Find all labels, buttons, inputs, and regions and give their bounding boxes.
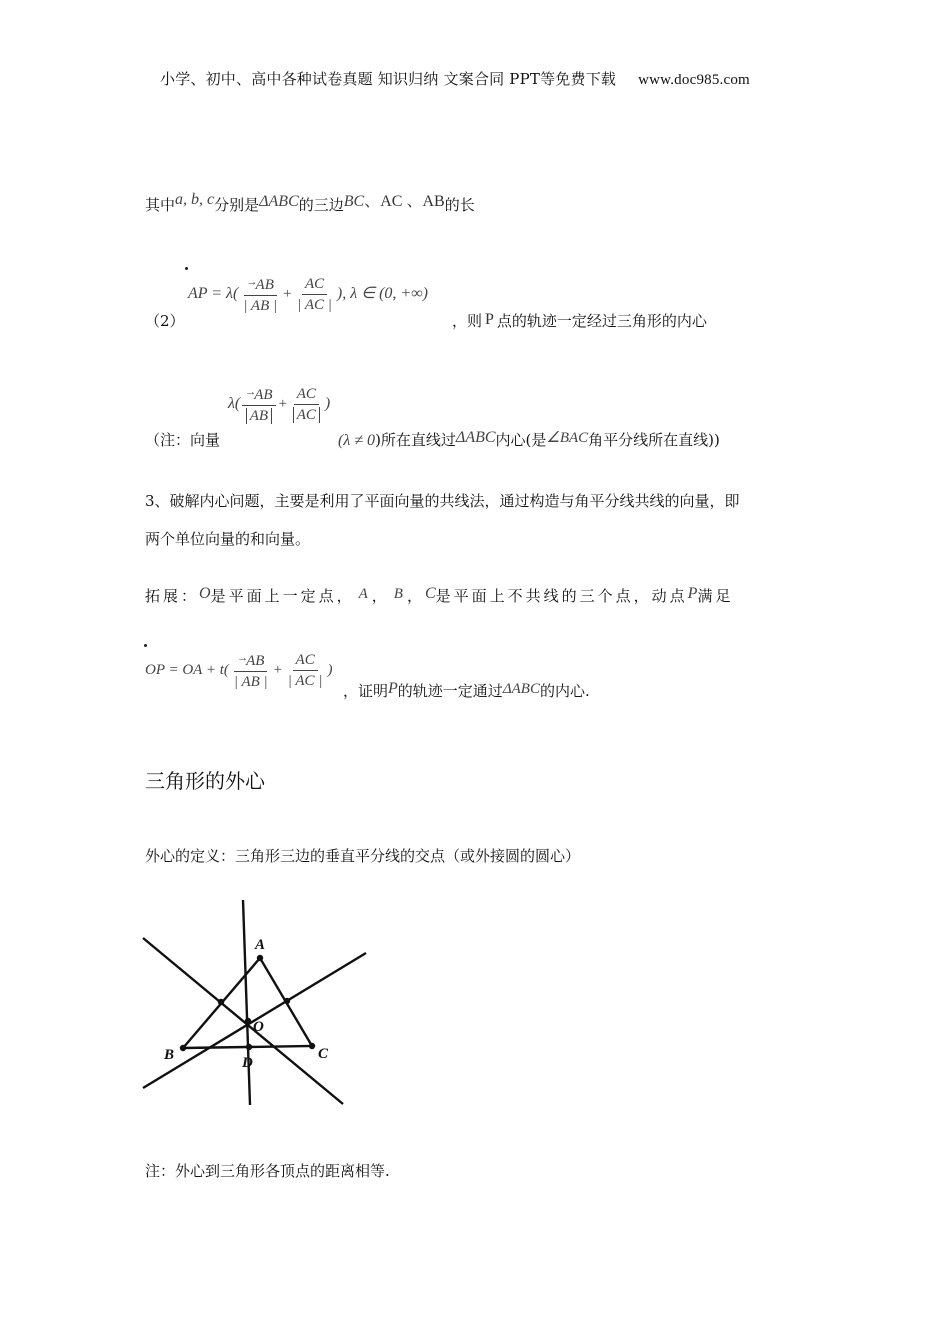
note-condition: (λ ≠ 0 (338, 432, 376, 449)
ext-ab-den: | AB | (233, 674, 268, 690)
note-formula: λ( $\frac{^\to AB}{AB}$ + $\frac{AC}{AC}$ ) (228, 382, 330, 426)
formula-ap: AP = λ( $\frac{^\to AB}{| AB |}$ + $\frac{AC}{| AC |}$ ), λ ∈ (0, +∞) (188, 272, 428, 316)
point-c: C (424, 585, 436, 602)
point-a: A (358, 586, 368, 602)
extension-line (145, 585, 733, 606)
midpoint-ab (218, 999, 224, 1005)
extension-label: 拓展： (145, 587, 200, 605)
ext-formula-lhs: OP = OA + t( (145, 662, 229, 678)
note-fraction-ab: $\frac{^\to AB}{AB}$ (242, 382, 275, 426)
note-ac-num: AC (294, 384, 319, 405)
ext-ab-num: AB (246, 653, 265, 669)
fraction-ac (294, 274, 335, 315)
label-d: D (242, 1055, 253, 1071)
sides-definition-line (145, 188, 475, 215)
vector-dot (185, 267, 188, 270)
section-title: 三角形的外心 (145, 769, 265, 793)
proof-mid: 的轨迹一定通过 (397, 682, 503, 700)
note-close: ) (324, 395, 331, 412)
header-text: 小学、初中、高中各种试卷真题 知识归纳 文案合同 PPT等免费下载 (160, 70, 617, 88)
extension-formula: OP = OA + t( $\frac{^\to AB}{| AB |}$ + $\frac{AC}{| AC |}$ ) (145, 648, 332, 692)
note-fraction-ac (290, 384, 323, 425)
label-b: B (164, 1047, 175, 1063)
proof-text: ，证明 (343, 682, 389, 700)
text-end: 的长 (444, 196, 475, 214)
formula-tail: ), λ ∈ (0, +∞) (336, 285, 428, 302)
side-bc: BC (343, 193, 365, 210)
vertex-b (180, 1045, 186, 1051)
note-line (145, 428, 720, 450)
text-middle: 分别是 (214, 196, 260, 214)
page-header (160, 68, 750, 89)
note-triangle: ΔABC (455, 429, 496, 446)
separator-2: ， (406, 587, 425, 605)
center-o (245, 1018, 251, 1024)
para3-line1: 3、破解内心问题，主要是利用了平面向量的共线法，通过构造与角平分线共线的向量，即 (145, 492, 740, 510)
note-incenter: 内心(是 (495, 431, 547, 449)
frac-ab-num: AB (255, 277, 274, 293)
ext-close: ) (327, 662, 333, 678)
extension-proof (343, 680, 590, 701)
text-prefix: 其中 (145, 196, 176, 214)
formula-lhs: AP = λ( (188, 285, 239, 302)
midpoint-ac (284, 998, 290, 1004)
ext-ac-num: AC (293, 650, 318, 671)
note-lambda: λ( (228, 395, 241, 412)
para3-line2: 两个单位向量的和向量。 (145, 530, 311, 548)
item2-num: （2） (145, 312, 185, 330)
text-conclusion: 点的轨迹一定经过三角形的内心 (496, 312, 707, 330)
note-ac-den: AC (293, 407, 320, 423)
foot-d (246, 1044, 252, 1050)
note-bisector: 角平分线所在直线)) (588, 431, 720, 449)
ext-ac-den: | AC | (287, 672, 323, 689)
vertex-c (309, 1043, 315, 1049)
var-abc: a, b, c (175, 191, 215, 208)
header-site[interactable]: www.doc985.com (638, 72, 750, 88)
circumcenter-definition: 外心的定义：三角形三边的垂直平分线的交点（或外接圆的圆心） (145, 847, 581, 865)
point-p-ext: P (687, 585, 698, 602)
point-p: P (485, 311, 494, 328)
proof-p: P (388, 680, 398, 697)
fraction-ab: $\frac{^\to AB}{| AB |}$ (240, 272, 280, 316)
text-then: ，则 (452, 312, 483, 330)
proof-triangle: ΔABC (502, 681, 540, 697)
point-b: B (393, 586, 403, 602)
note-ab-den: AB (246, 408, 272, 424)
ext-fraction-ab: $\frac{^\to AB}{| AB |}$ (231, 648, 271, 692)
extension-t3: 满足 (697, 587, 734, 605)
perp-bisector-ab (143, 938, 343, 1104)
label-c: C (318, 1046, 329, 1062)
circumcenter-figure (140, 895, 375, 1110)
note-through: )所在直线过 (375, 431, 456, 449)
perp-bisector-bc (243, 900, 250, 1105)
text-sides: 的三边 (298, 196, 344, 214)
vector-dot-2 (144, 644, 147, 647)
ext-fraction-ac (285, 650, 326, 691)
extension-t2: 是平面上不共线的三个点，动点 (435, 587, 688, 605)
label-a: A (255, 937, 266, 953)
frac-ab-den: | AB | (243, 298, 278, 314)
circumcenter-note: 注：外心到三角形各顶点的距离相等. (145, 1162, 390, 1180)
item2-conclusion (452, 310, 707, 331)
note-angle: ∠BAC (546, 430, 589, 446)
note-ab-num: AB (254, 387, 273, 403)
frac-ac-den: | AC | (297, 296, 332, 313)
point-o: O (199, 585, 211, 602)
separator-1: ， (371, 587, 390, 605)
extension-t1: 是平面上一定点， (210, 587, 355, 605)
vertex-a (257, 955, 263, 961)
note-label: （注：向量 (145, 431, 221, 449)
frac-ac-num: AC (302, 274, 327, 295)
label-o: O (253, 1019, 264, 1035)
sides-rest: 、AC 、AB (364, 193, 445, 210)
proof-end: 的内心. (539, 682, 590, 700)
triangle-abc: ΔABC (259, 193, 299, 210)
